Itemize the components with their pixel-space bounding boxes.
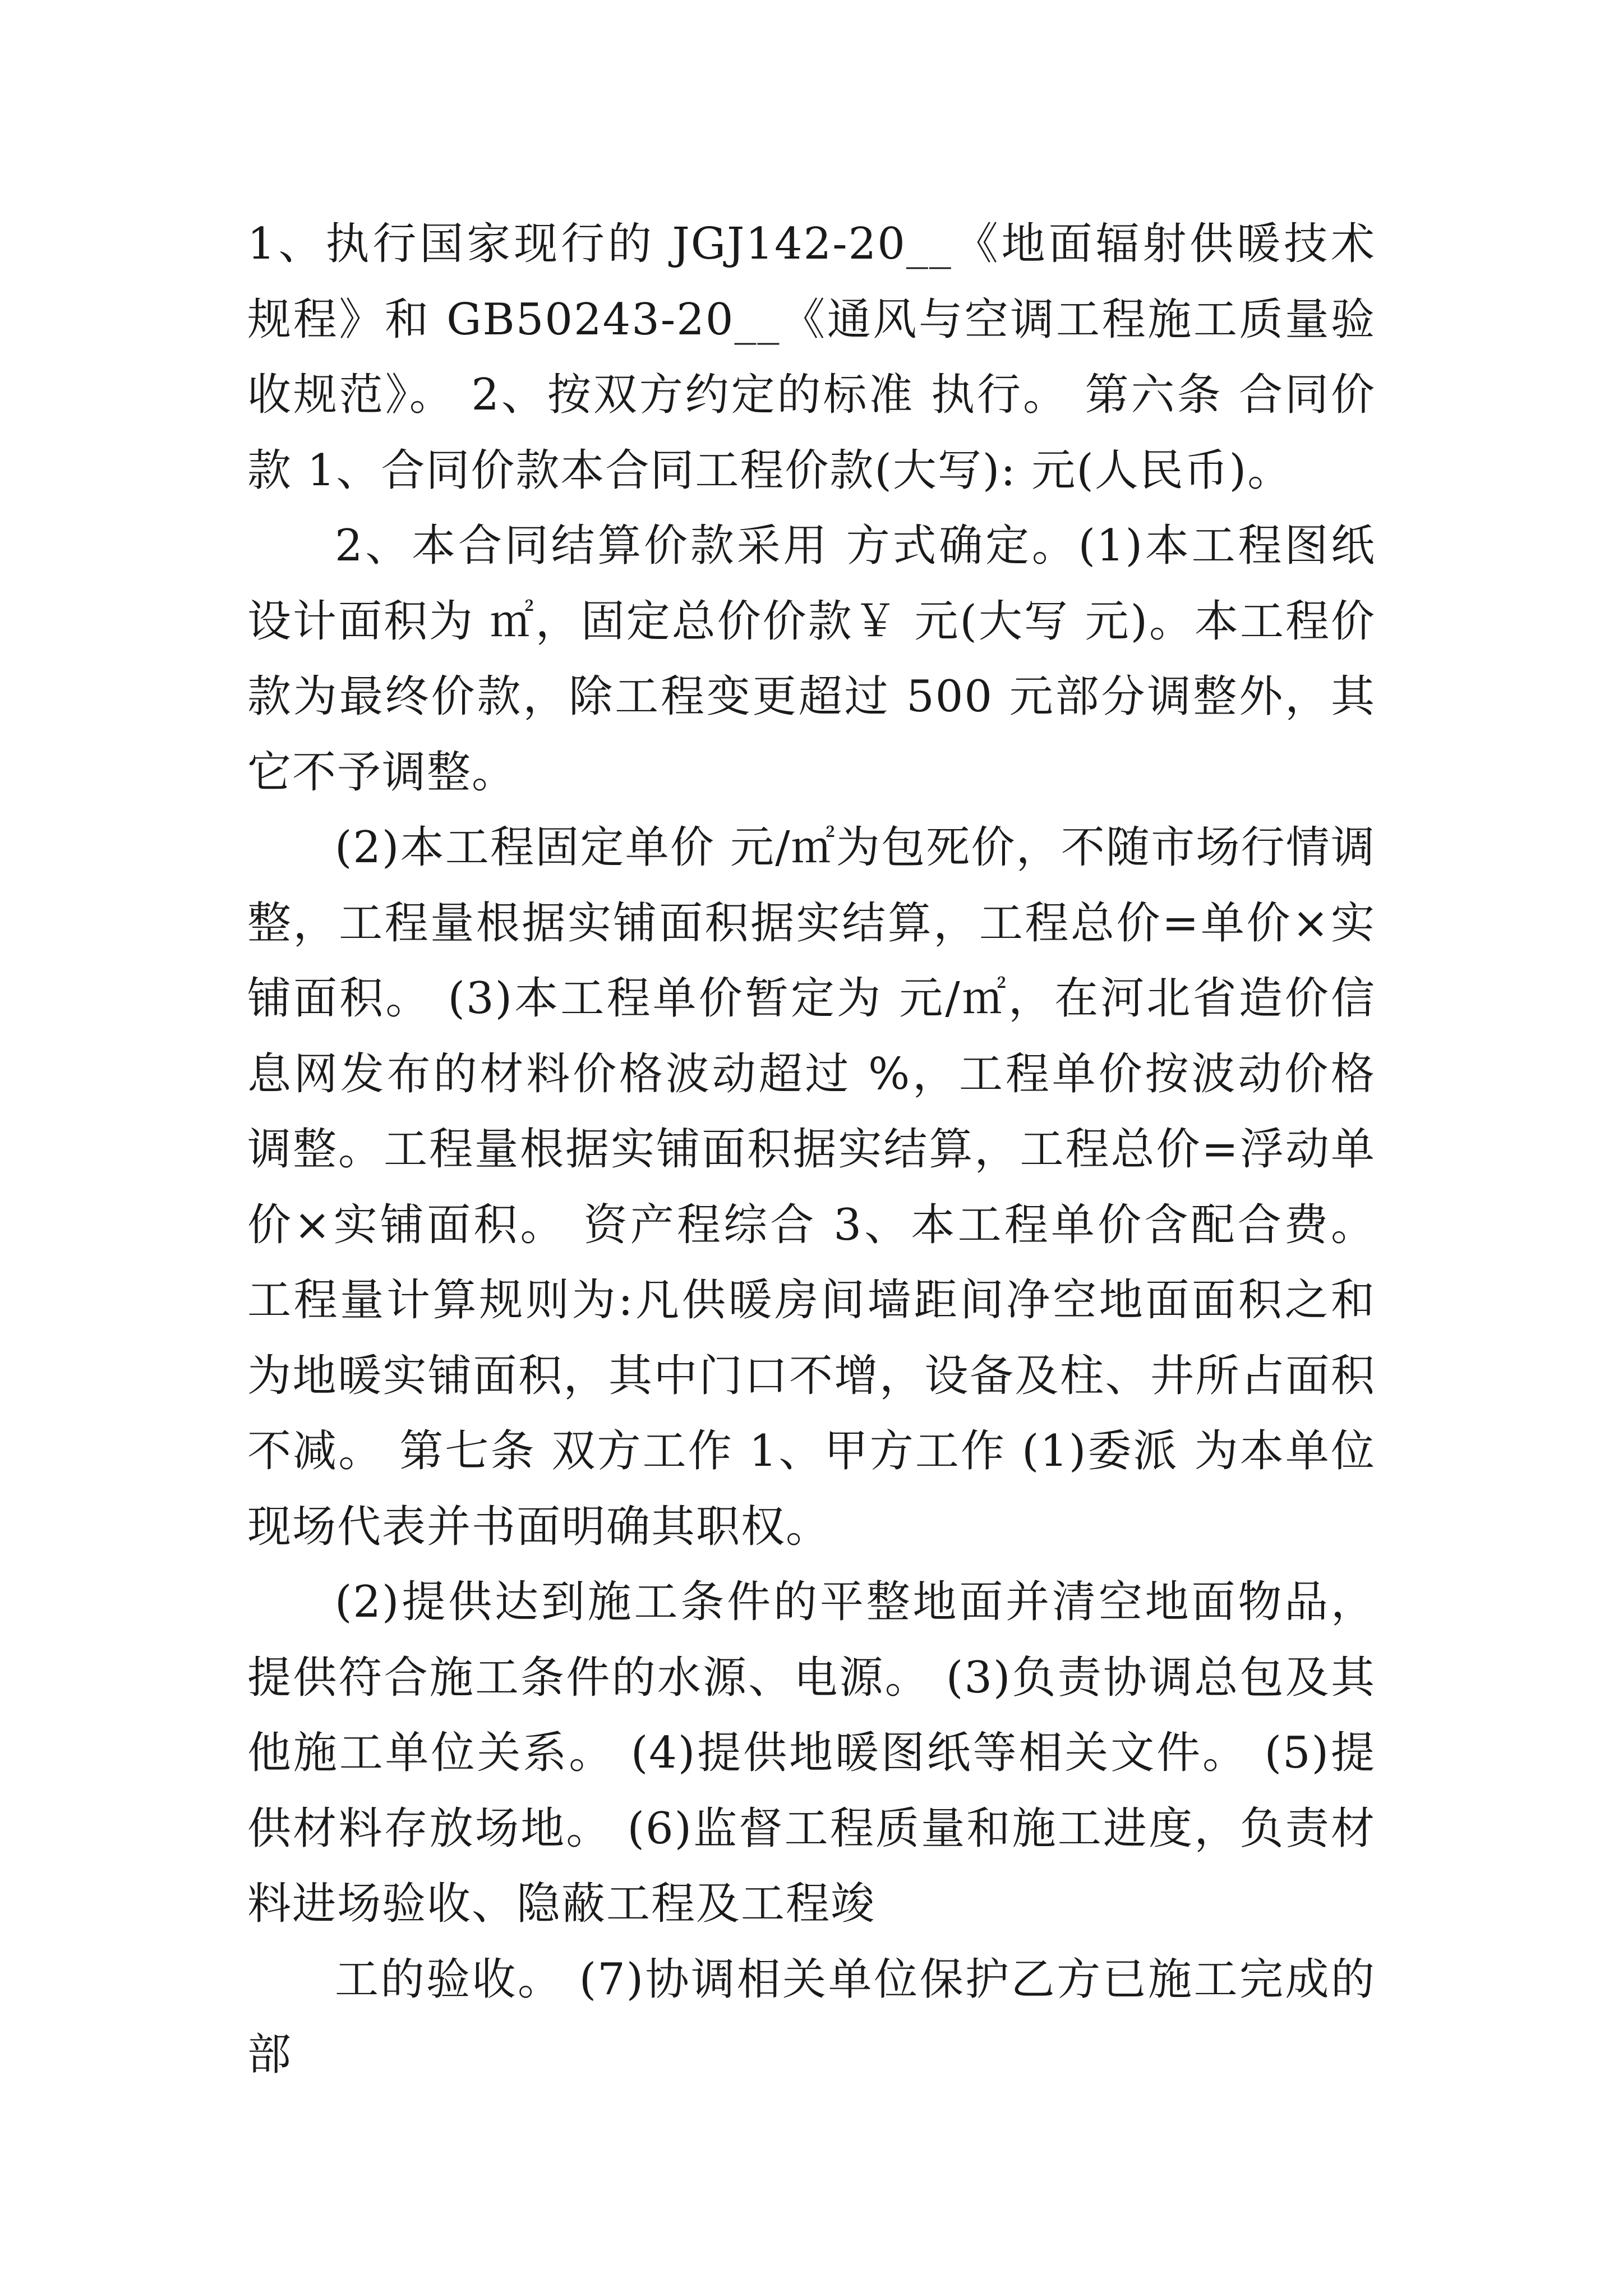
paragraph-1: 1、执行国家现行的 JGJ142-20__《地面辐射供暖技术规程》和 GB50243-20__《通风与空调工程施工质量验收规范》。 2、按双方约定的标准 执行。 第六条 合同价款 1、合同价款本合同工程价款(大写): 元(人民币)。 bbox=[247, 219, 1376, 496]
paragraph-4: (2)提供达到施工条件的平整地面并清空地面物品，提供符合施工条件的水源、电源。 (3)负责协调总包及其他施工单位关系。 (4)提供地暖图纸等相关文件。 (5)提供材料存放场地。 (6)监督工程质量和施工进度，负责材料进场验收、隐蔽工程及工程竣 bbox=[247, 1577, 1376, 1929]
paragraph-3: (2)本工程固定单价 元/㎡为包死价，不随市场行情调整，工程量根据实铺面积据实结算，工程总价=单价×实铺面积。 (3)本工程单价暂定为 元/㎡，在河北省造价信息网发布的材料价格波动超过 %，工程单价按波动价格调整。工程量根据实铺面积据实结算，工程总价=浮动单价×实铺面积。 资产程综合 3、本工程单价含配合费。工程量计算规则为:凡供暖房间墙距间净空地面面积之和为地暖实铺面积，其中门口不增，设备及柱、井所占面积不减。 第七条 双方工作 1、甲方工作 (1)委派 为本单位现场代表并书面明确其职权。 bbox=[247, 822, 1376, 1552]
paragraph-2: 2、本合同结算价款采用 方式确定。(1)本工程图纸设计面积为 ㎡，固定总价价款￥ 元(大写 元)。本工程价款为最终价款，除工程变更超过 500 元部分调整外，其它不予调整。 bbox=[247, 521, 1376, 798]
paragraph-5: 工的验收。 (7)协调相关单位保护乙方已施工完成的部 bbox=[247, 1954, 1376, 2080]
document-body bbox=[247, 206, 1376, 2093]
